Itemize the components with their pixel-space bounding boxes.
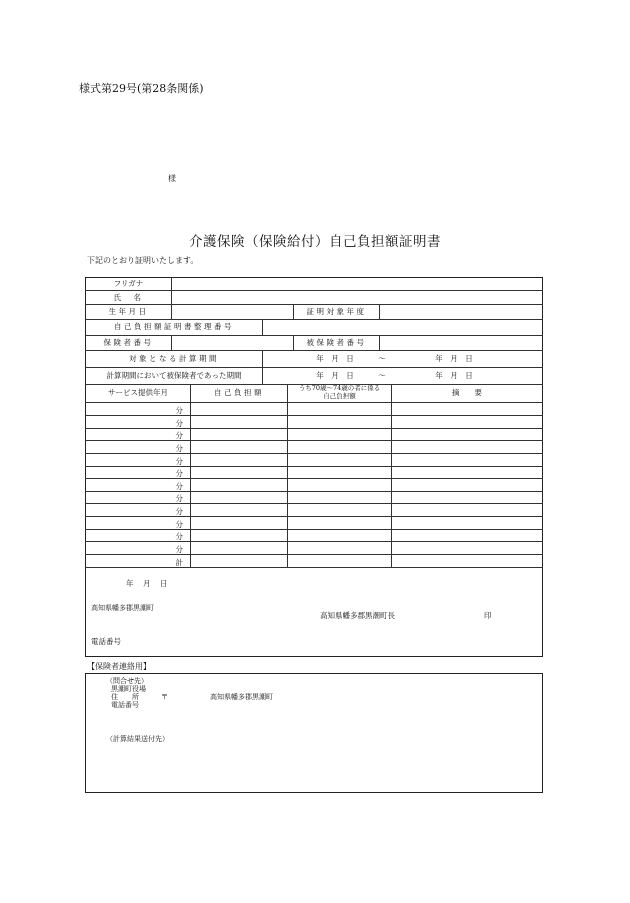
issue-date: 年 月 日 [126,579,169,588]
insurer-number-label: 保険者番号 [103,338,154,347]
contact-box [85,673,543,793]
col-70-74-line1: うち70歳～74歳の者に係る [298,384,381,392]
name-label: 氏 名 [113,293,144,302]
issuer-mayor: 高知県幡多郡黒潮町長 [320,611,395,620]
birthdate-label: 生年月日 [108,307,149,316]
period-label: 対象となる計算期間 [129,354,219,363]
period-start-date: 年 月 日 [316,354,354,363]
address-value: 高知県幡多郡黒潮町 [210,693,273,701]
period-tilde: ～ [378,354,386,363]
total-label: 計 [175,558,183,567]
insured-tilde: ～ [378,371,386,380]
phone-label: 電話番号 [91,637,121,646]
row-unit: 分 [175,545,183,554]
period-end-date: 年 月 日 [435,354,473,363]
row-unit: 分 [175,444,183,453]
document-title: 介護保険（保険給付）自己負担額証明書 [189,234,441,250]
cert-number-label: 自己負担額証明書整理番号 [114,322,234,331]
furigana-label: フリガナ [113,279,144,288]
row-unit: 分 [175,507,183,516]
row-unit: 分 [175,532,183,541]
inquiry-label: （問合せ先） [106,677,148,685]
certificate-table [85,277,543,657]
insured-period-label: 計算期間において被保険者であった期間 [106,371,242,380]
target-year-label: 証明対象年度 [306,307,367,316]
col-remarks: 摘 要 [452,388,482,397]
row-unit: 分 [175,457,183,466]
address-label: 住 所 [111,693,139,701]
result-destination-label: （計算結果送付先） [106,735,169,743]
row-unit: 分 [175,494,183,503]
insured-start-date: 年 月 日 [316,371,354,380]
seal-mark: 印 [484,611,492,620]
intro-text: 下記のとおり証明いたします。 [87,256,199,265]
col-service-month: サービス提供年月 [108,388,168,397]
row-unit: 分 [175,431,183,440]
col-70-74-line2: 自己負担額 [323,392,356,400]
issuer-town: 高知県幡多郡黒潮町 [91,604,154,612]
row-unit: 分 [175,406,183,415]
office-name: 黒潮町役場 [111,685,146,693]
contact-section-label: 【保険者連絡用】 [87,662,151,671]
insured-number-label: 被保険者番号 [306,338,367,347]
row-unit: 分 [175,520,183,529]
form-number: 様式第29号(第28条関係) [79,82,204,95]
postal-mark: 〒 [161,693,168,701]
insured-end-date: 年 月 日 [435,371,473,380]
row-unit: 分 [175,419,183,428]
row-unit: 分 [175,469,183,478]
contact-phone-label: 電話番号 [111,701,139,709]
col-self-pay: 自己負担額 [214,388,264,397]
row-unit: 分 [175,482,183,491]
addressee-suffix: 様 [168,174,176,183]
